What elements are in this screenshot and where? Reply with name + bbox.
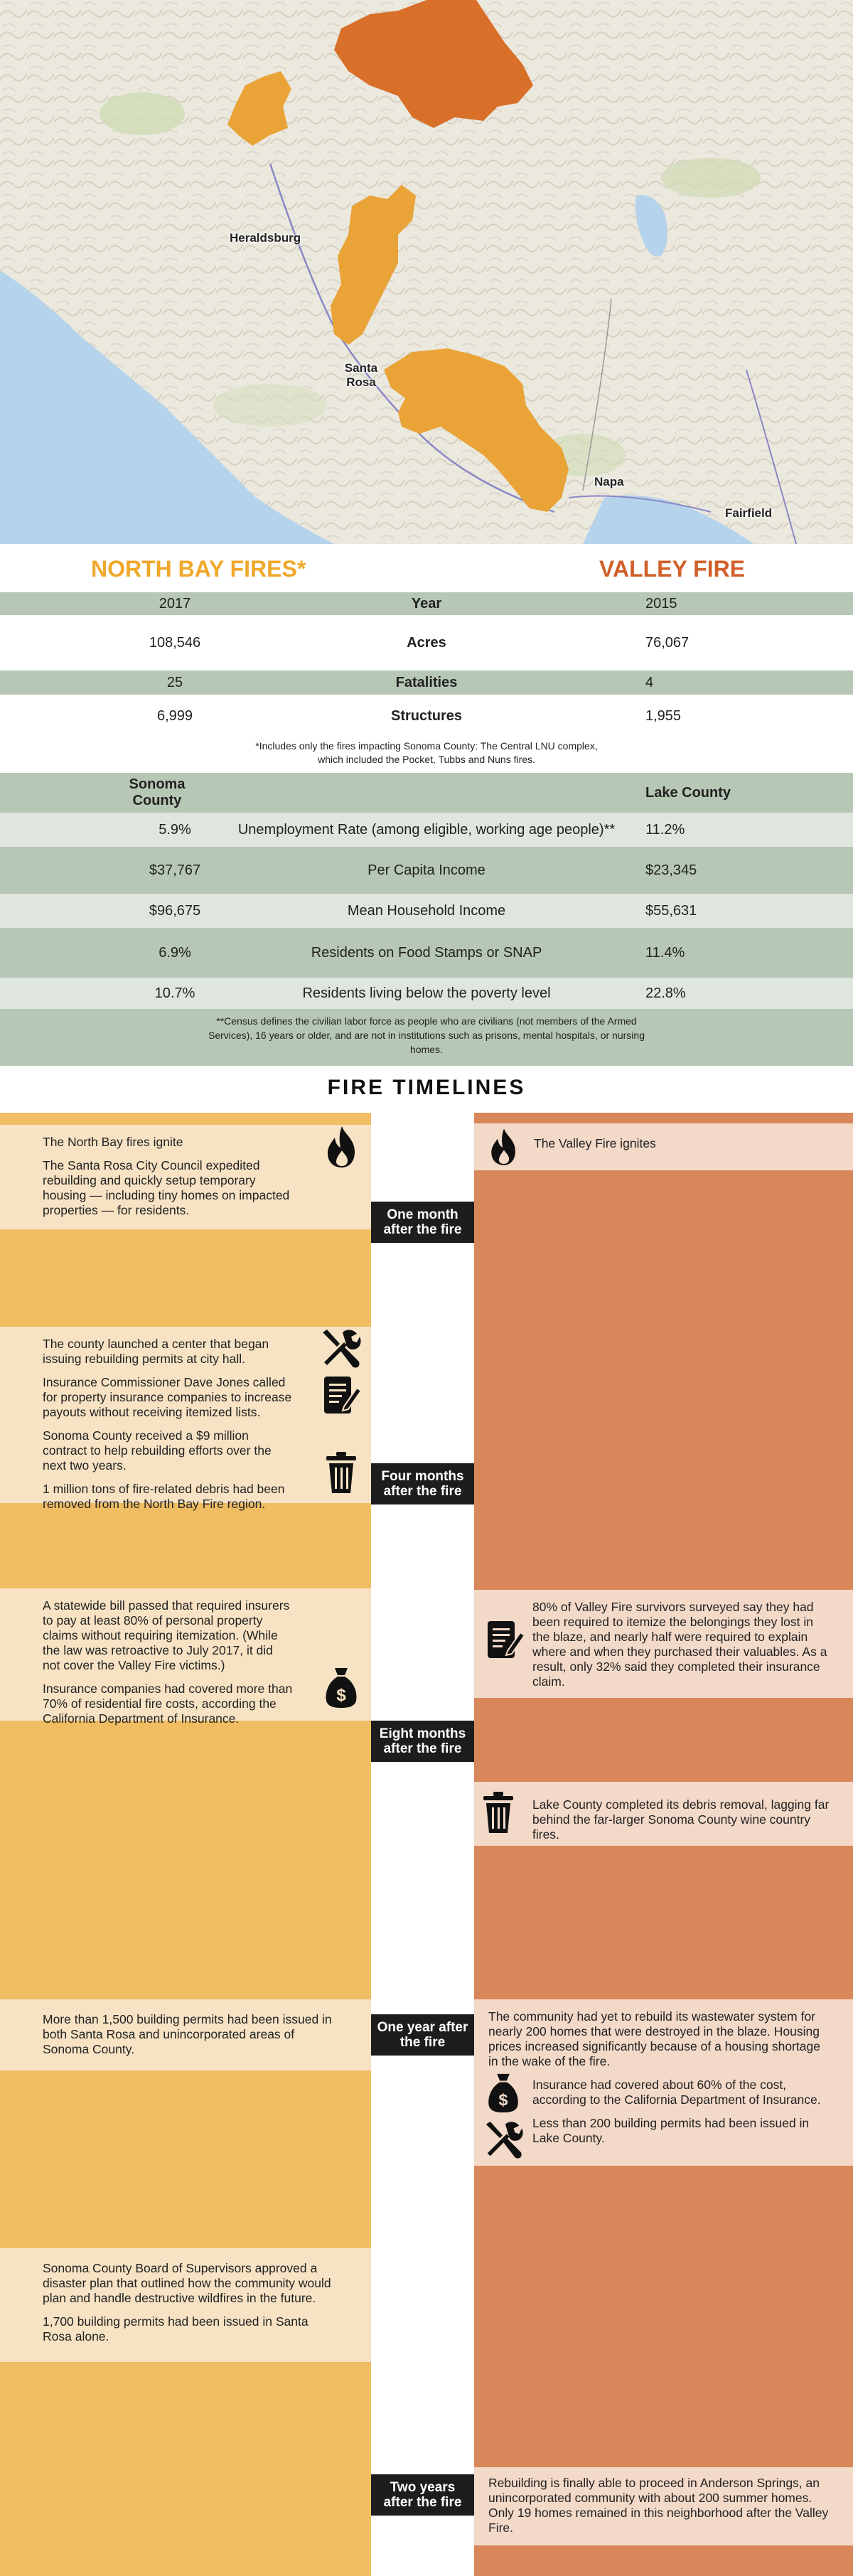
north-permits-center-text: The county launched a center that began issuing rebuilding permits at city hall. [43,1337,269,1366]
marker-one-year: One year after the fire [371,2014,474,2056]
map-label-napa: Napa [594,475,624,488]
label-acres: Acres [407,634,446,651]
fire-timelines-title: FIRE TIMELINES [327,1076,526,1099]
north-temp-housing-text: The Santa Rosa City Council expedited rebuilding and quickly setup temporary housing — including tiny homes on impacted properties — for residents. [43,1158,290,1217]
north-food-stamps: 6.9% [159,944,191,961]
north-statewide-bill-text: A statewide bill passed that required insurers to pay at least 80% of personal property claims without requiring itemization. (While the law was retroactive to July 2017, it did not cover the Valley Fire victims.) [43,1598,290,1672]
valley-claims-panel [474,1590,853,1698]
row-per-capita [0,847,853,894]
map-label-fairfield: Fairfield [725,506,773,520]
money-bag-icon [485,2071,521,2112]
north-disaster-plan-panel [0,2248,371,2362]
census-footnote: **Census defines the civilian labor force as people who are civilians (not members of the Armed Services), 16 years or older, and are not in institutions such as prisons, mental hospitals, or nursing homes. [208,1015,645,1055]
valley-unemployment: 11.2% [645,821,685,838]
map-label-santa-rosa: Santa Rosa [344,361,378,389]
svg-text:$: $ [336,1686,346,1705]
map-terrain [0,0,853,544]
label-food-stamps: Residents on Food Stamps or SNAP [311,944,542,961]
north-debris-text: 1 million tons of fire-related debris had been removed from the North Bay Fire region. [43,1482,285,1511]
valley-debris-text: Lake County completed its debris removal, lagging far behind the far-larger Sonoma County wine country fires. [532,1797,830,1842]
north-unemployment: 5.9% [159,821,191,838]
valley-structures: 1,955 [645,708,682,724]
north-four-months-panel [0,1327,371,1511]
money-bag-icon [323,1665,359,1708]
marker-one-month: One month after the fire [371,1202,474,1243]
fire-icon [488,1127,520,1167]
valley-ignite-panel [474,1123,853,1170]
north-insurance-commissioner-text: Insurance Commissioner Dave Jones called for property insurance companies to increase payouts without receiving itemized lists. [43,1375,292,1419]
label-fatalities: Fatalities [395,674,458,690]
fire-footnote: *Includes only the fires impacting Sonoma County: The Central LNU complex, which included the Pocket, Tubbs and Nuns fires. [255,740,598,765]
label-poverty: Residents living below the poverty level [302,985,551,1001]
label-year: Year [411,595,442,611]
north-disaster-plan-text: Sonoma County Board of Supervisors approved a disaster plan that outlined how the community would plan and handle destructive wildfires in the future. [43,2261,331,2305]
fire-map [0,0,853,544]
tools-icon [482,2119,525,2160]
valley-year: 2015 [645,595,677,611]
trash-icon [481,1790,516,1834]
marker-two-years: Two years after the fire [371,2474,474,2516]
north-ignite-text: The North Bay fires ignite [43,1135,183,1149]
marker-four-months: Four months after the fire [371,1463,474,1505]
row-acres [0,615,853,670]
map-label-heraldsburg: Heraldsburg [230,231,301,245]
lake-county-heading: Lake County [645,784,731,801]
north-structures: 6,999 [156,708,193,724]
valley-wastewater-text: The community had yet to rebuild its wastewater system for nearly 200 homes that were destroyed in the blaze. Housing prices increased significantly because of a housing shortage in the wake of the fire. [488,2009,820,2068]
row-fatalities [0,670,853,695]
row-unemployment [0,813,853,847]
north-eight-months-panel [0,1588,371,1726]
valley-permits-text: Less than 200 building permits had been issued in Lake County. [532,2116,810,2145]
north-contract-text: Sonoma County received a $9 million contract to help rebuilding efforts over the next two years. [43,1428,272,1473]
valley-two-years-panel [474,2467,853,2545]
north-one-year-panel [0,1999,371,2070]
row-poverty [0,978,853,1009]
north-insurance-covered-text: Insurance companies had covered more than 70% of residential fire costs, according the California Department of Insurance. [43,1682,293,1726]
north-acres: 108,546 [149,634,201,651]
north-poverty: 10.7% [154,985,195,1001]
valley-anderson-springs-text: Rebuilding is finally able to proceed in Anderson Springs, an unincorporated community with about 200 summer homes. Only 19 homes remained in this neighborhood after the Valley Fire. [488,2476,829,2535]
row-household-income [0,894,853,928]
valley-fatalities: 4 [645,674,654,690]
label-unemployment: Unemployment Rate (among eligible, working age people)** [237,821,616,838]
label-structures: Structures [390,708,463,724]
row-year [0,592,853,615]
valley-food-stamps: 11.4% [645,944,685,961]
trash-icon [323,1450,359,1495]
north-fatalities: 25 [166,674,183,690]
north-per-capita: $37,767 [149,862,201,878]
row-county-header [0,773,853,813]
valley-ignite-text: The Valley Fire ignites [534,1136,656,1150]
row-food-stamps [0,928,853,978]
sonoma-county-heading: Sonoma County [129,776,186,808]
valley-claims-text: 80% of Valley Fire survivors surveyed say they had been required to itemize the belongings they lost in the blaze, and nearly half were required to explain where and when they purchased their valuables. As a result, only 32% said they completed their insurance claim. [532,1600,827,1689]
north-household-income: $96,675 [149,902,201,919]
label-household-income: Mean Household Income [347,902,506,919]
valley-debris-panel [474,1782,853,1846]
valley-fire-heading: VALLEY FIRE [599,556,746,582]
north-bay-fires-heading: NORTH BAY FIRES* [91,556,306,582]
north-1700-permits-text: 1,700 building permits had been issued in Santa Rosa alone. [43,2314,309,2343]
north-one-month-panel [0,1125,371,1229]
svg-text:$: $ [498,2090,508,2110]
valley-poverty: 22.8% [645,985,686,1001]
valley-household-income: $55,631 [645,902,697,919]
valley-per-capita: $23,345 [645,862,697,878]
tools-icon [318,1327,363,1369]
valley-acres: 76,067 [645,634,690,651]
document-icon [485,1618,526,1662]
document-icon [321,1374,363,1418]
label-per-capita: Per Capita Income [368,862,485,878]
valley-insurance-covered-text: Insurance had covered about 60% of the cost, according to the California Department of Insurance. [532,2078,821,2107]
north-building-permits-text: More than 1,500 building permits had been issued in both Santa Rosa and unincorporated areas of Sonoma County. [43,2012,332,2056]
north-year: 2017 [159,595,191,611]
valley-one-year-panel [474,1999,853,2166]
marker-eight-months: Eight months after the fire [371,1721,474,1762]
fire-icon [323,1125,360,1169]
